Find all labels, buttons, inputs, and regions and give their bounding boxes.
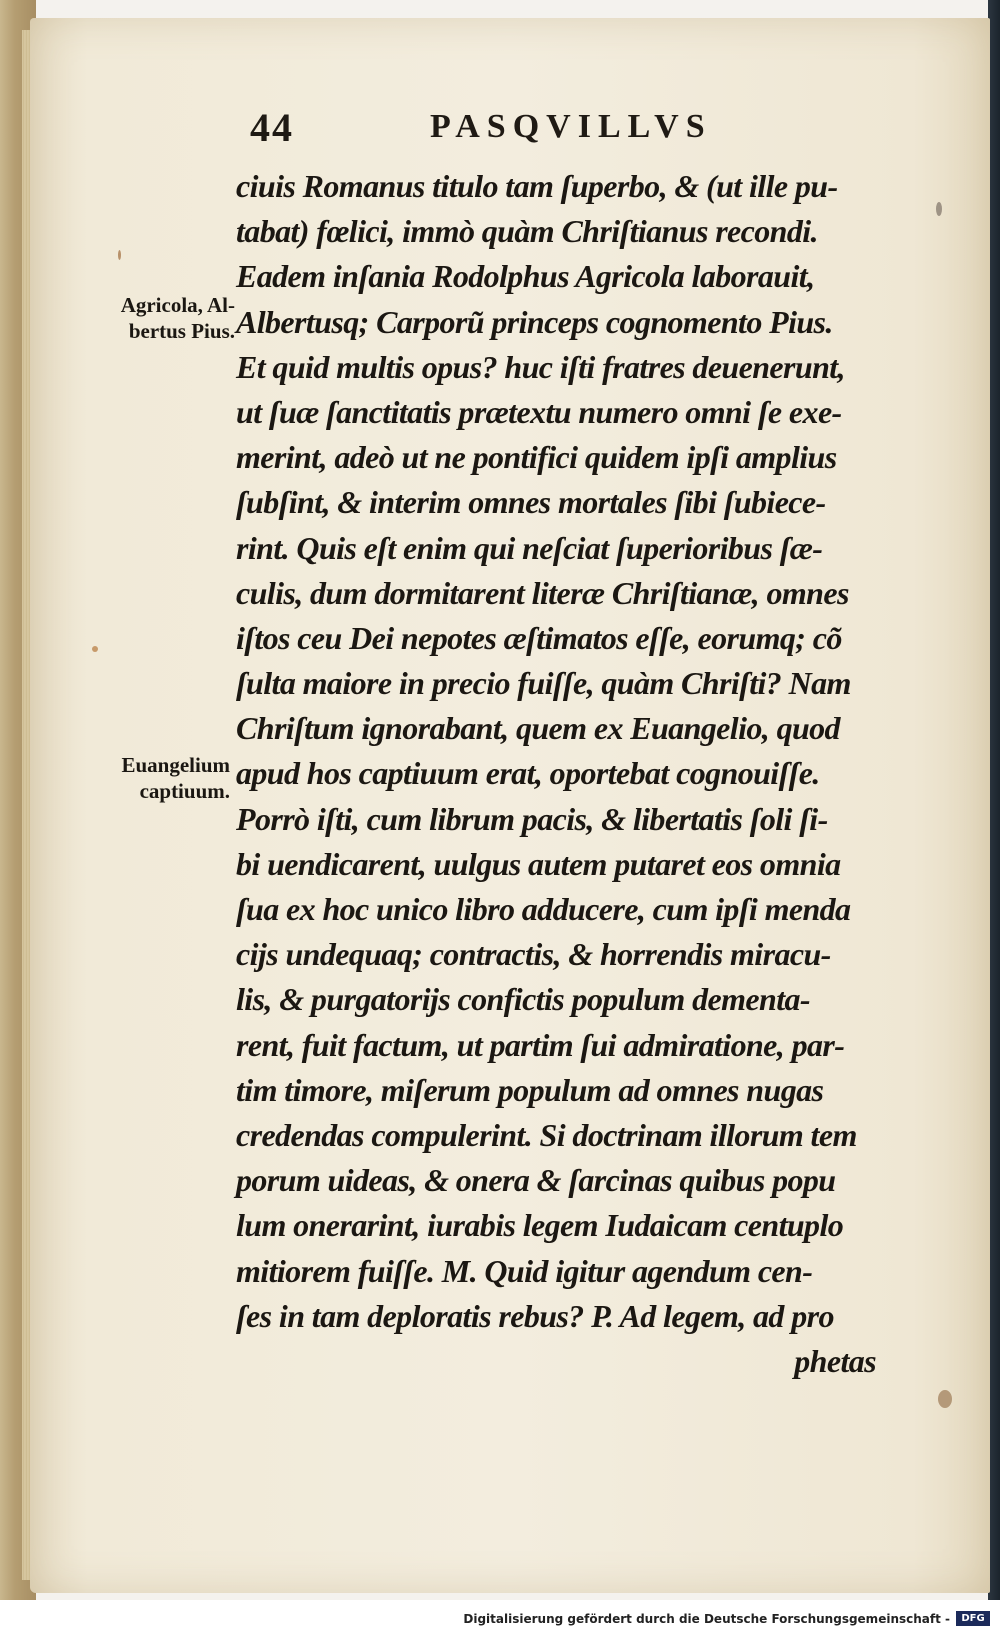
text-line: rint. Quis eſt enim qui neſciat ſuperioribus ſæ-	[236, 529, 823, 566]
marginal-note	[70, 292, 235, 344]
page-header	[250, 104, 770, 154]
text-line: ſes in tam deploratis rebus? P. Ad legem, ad pro	[236, 1297, 834, 1334]
text-line: ſulta maiore in precio fuiſſe, quàm Chriſti? Nam	[236, 665, 851, 702]
text-line: merint, adeò ut ne pontifici quidem ipſi amplius	[236, 439, 837, 476]
funding-credit: Digitalisierung gefördert durch die Deutsche Forschungsgemeinschaft -	[463, 1612, 950, 1626]
marginal-note-line: captiuum.	[139, 779, 230, 803]
paper-stain	[92, 646, 98, 652]
page-number: 44	[250, 105, 294, 150]
text-line: ſua ex hoc unico libro adducere, cum ipſi menda	[236, 891, 851, 927]
text-line: ut ſuæ ſanctitatis prætextu numero omni ſe exe-	[236, 393, 842, 430]
paper-stain	[118, 250, 121, 260]
marginal-note-line: bertus Pius.	[128, 319, 235, 343]
text-line: tabat) fœlici, immò quàm Chriſtianus recondi.	[236, 213, 818, 250]
text-line: Porrò iſti, cum librum pacis, & libertatis ſoli ſi-	[236, 800, 828, 837]
text-line: bi uendicarent, uulgus autem putaret eos omnia	[236, 845, 841, 882]
text-line: lis, & purgatorijs confictis populum dementa-	[236, 981, 810, 1018]
text-line: Eadem inſania Rodolphus Agricola laborauit,	[236, 258, 815, 295]
running-head: PASQVILLVS	[430, 108, 712, 145]
text-line: Et quid multis opus? huc iſti fratres deuenerunt,	[236, 348, 845, 385]
catchword: phetas	[794, 1342, 876, 1379]
paper-stain	[936, 202, 942, 216]
digitization-footer	[0, 1600, 1000, 1636]
marginal-note	[70, 752, 230, 804]
text-line: iſtos ceu Dei nepotes æſtimatos eſſe, eorumq; cõ	[236, 619, 842, 656]
text-line: rent, fuit factum, ut partim ſui admiratione, par-	[236, 1026, 845, 1063]
text-line: lum onerarint, iurabis legem Iudaicam centuplo	[236, 1207, 844, 1244]
text-line: cijs undequaq; contractis, & horrendis miracu-	[236, 936, 831, 973]
text-line: Chriſtum ignorabant, quem ex Euangelio, quod	[236, 710, 840, 747]
text-line: porum uideas, & onera & ſarcinas quibus popu	[236, 1162, 836, 1199]
text-line: ſubſint, & interim omnes mortales ſibi ſubiece-	[236, 484, 826, 521]
text-line: tim timore, miſerum populum ad omnes nugas	[236, 1071, 824, 1108]
text-line: Albertusq; Carporũ princeps cognomento Pius.	[236, 303, 833, 340]
marginal-note-line: Euangelium	[121, 753, 230, 777]
body-text	[236, 164, 916, 1384]
dfg-logo-icon: DFG	[956, 1611, 990, 1626]
text-line: ciuis Romanus titulo tam ſuperbo, & (ut ille pu-	[236, 168, 838, 204]
text-line: credendas compulerint. Si doctrinam illorum tem	[236, 1116, 857, 1153]
marginal-note-line: Agricola, Al-	[120, 293, 235, 317]
text-line: culis, dum dormitarent literæ Chriſtianæ, omnes	[236, 574, 849, 611]
text-line: mitiorem fuiſſe. M. Quid igitur agendum cen-	[236, 1252, 813, 1289]
paper-stain	[938, 1390, 952, 1408]
text-line: apud hos captiuum erat, oportebat cognouiſſe.	[236, 755, 820, 792]
